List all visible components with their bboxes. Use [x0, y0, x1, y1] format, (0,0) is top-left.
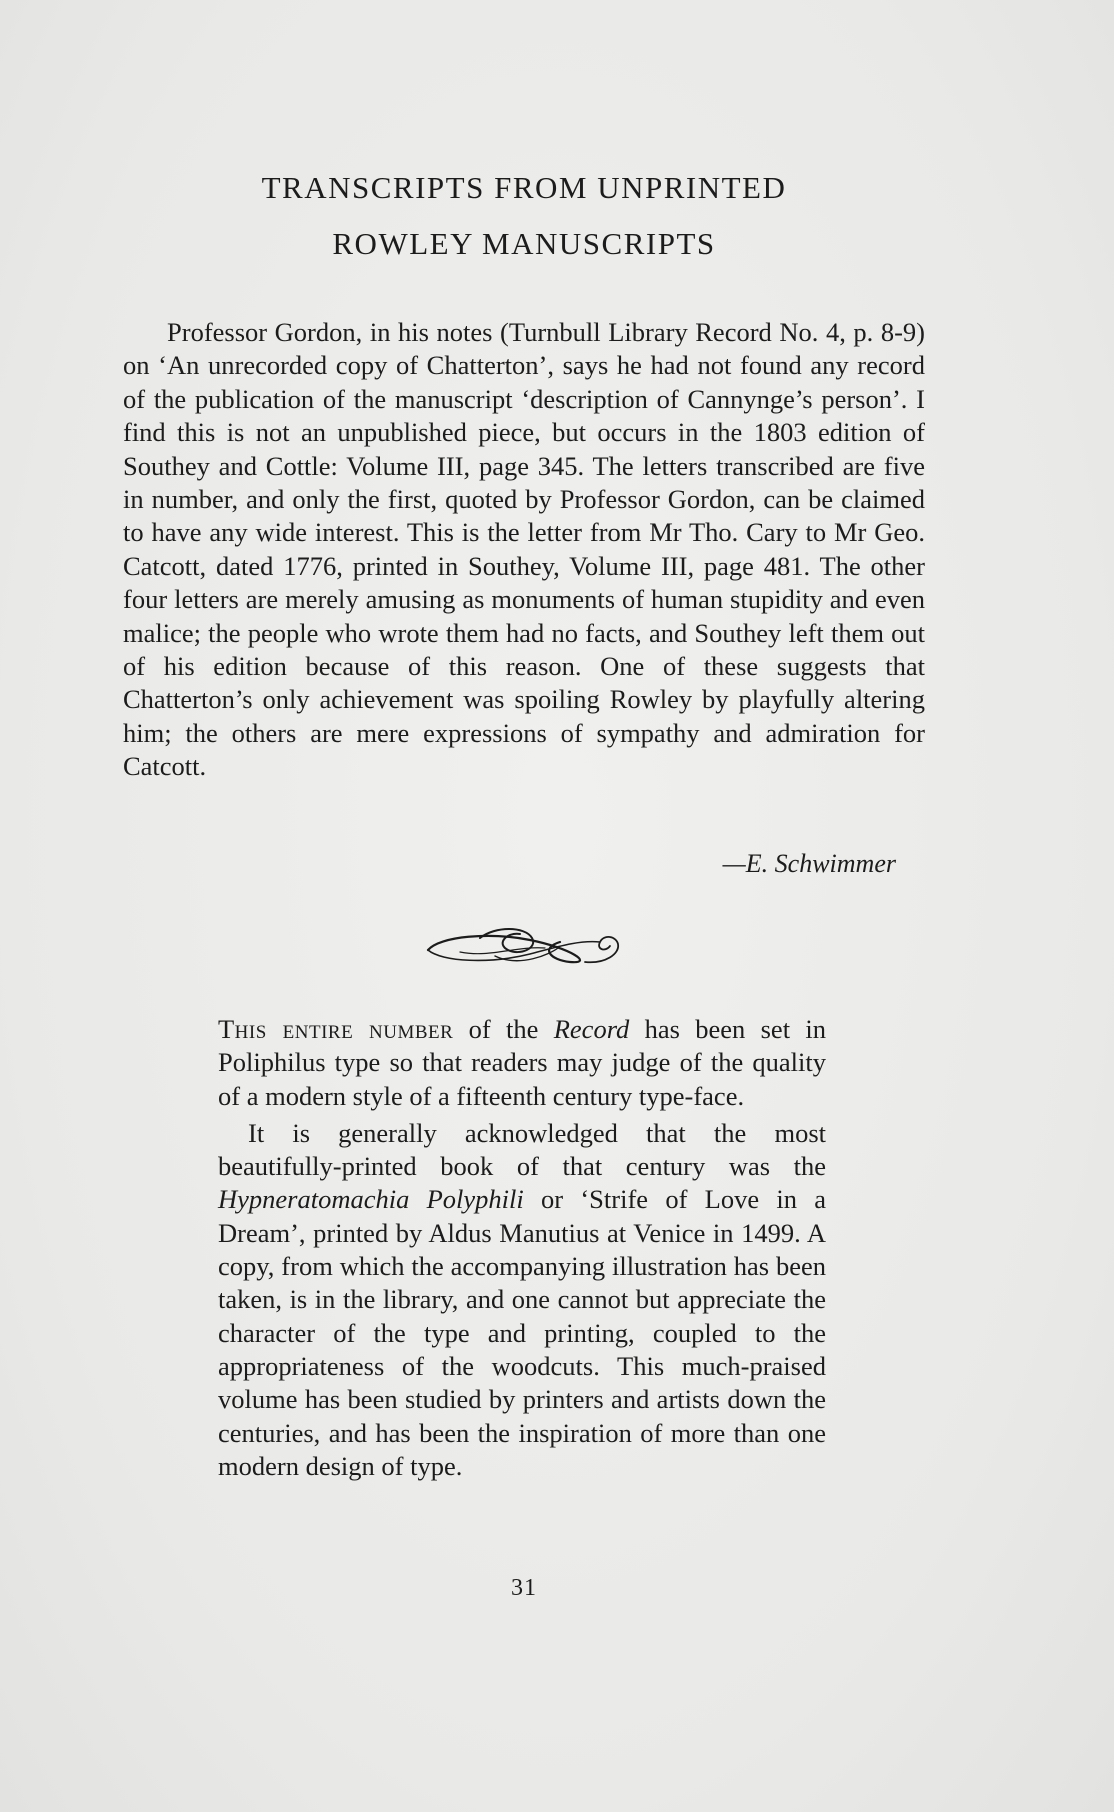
article-paragraph: Professor Gordon, in his notes (Turnbull Library Record No. 4, p. 8-9) on ‘An unrecorded copy of Chatterton’, says he had not found any record of the publication of the manuscript ‘description of Cannynge’s person’. I find this is not an unpublished piece, but occurs in the 1803 edition of Southey and Cottle: Volume III, page 345. The letters transcribed are five in number, and only the first, quoted by Professor Gordon, can be claimed to have any wide interest. This is the letter from Mr Tho. Cary to Mr Geo. Catcott, dated 1776, printed in Southey, Volume III, page 481. The other four letters are merely amusing as monuments of human stupidity and even malice; the people who wrote them had no facts, and Southey left them out of his edition because of this reason. One of these suggests that Chatterton’s only achievement was spoiling Rowley by playfully altering him; the others are mere expressions of sympathy and admiration for Catcott.	[123, 317, 925, 782]
note-p2-start: It is generally acknowledged that the most beautifully-printed book of that century was the	[218, 1117, 826, 1182]
note-paragraph-2	[218, 1117, 826, 1483]
page-title	[0, 160, 1048, 272]
note-p2-rest: or ‘Strife of Love in a Dream’, printed by Aldus Manutius at Venice in 1499. A copy, from which the accompanying illustration has been taken, is in the library, and one cannot but appreciate the character of the type and printing, coupled to the appropriateness of the woodcuts. This much-praised volume has been studied by printers and artists down the centuries, and has been the inspiration of more than one modern design of type.	[218, 1184, 826, 1481]
note-p1-italic: Record	[553, 1014, 630, 1044]
note-p1-rest: has been set in Poliphilus type so that readers may judge of the quality of a modern style of a fifteenth century type-face.	[218, 1014, 826, 1111]
title-line-2: ROWLEY MANUSCRIPTS	[332, 226, 716, 261]
title-line-1: TRANSCRIPTS FROM UNPRINTED	[261, 170, 787, 205]
author-signature: —E. Schwimmer	[722, 849, 896, 878]
note-lead-smallcaps: This entire number	[218, 1014, 454, 1044]
flourish-ornament-icon	[420, 918, 630, 978]
note-p2-italic: Hypneratomachia Polyphili	[218, 1184, 524, 1215]
note-paragraph-1	[218, 1013, 826, 1113]
page-number: 31	[511, 1575, 537, 1601]
note-p1-mid: of the	[453, 1014, 554, 1044]
article-body	[123, 316, 925, 784]
editorial-note	[218, 1013, 826, 1483]
